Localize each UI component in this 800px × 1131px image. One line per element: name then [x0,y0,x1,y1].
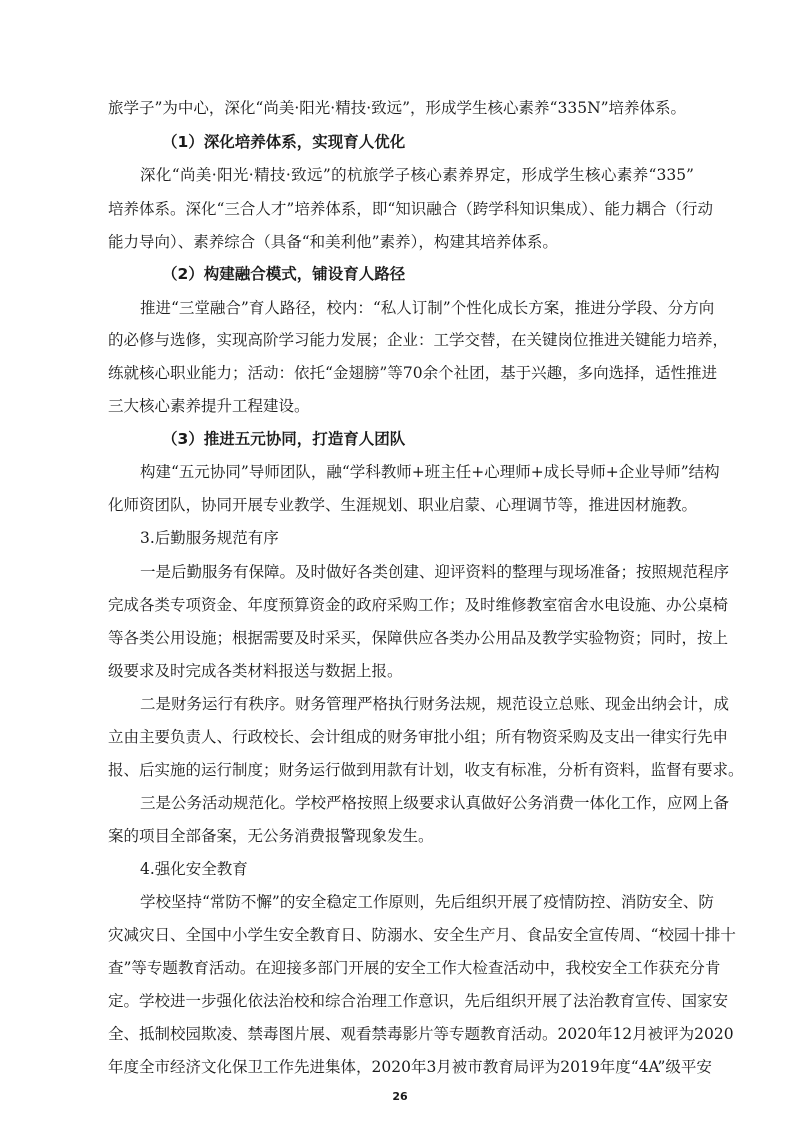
body-line: 构建“五元协同”导师团队，融“学科教师+班主任+心理师+成长导师+企业导师”结构 [140,463,720,481]
body-line: 练就核心职业能力；活动：依托“金翅膀”等70余个社团，基于兴趣，多向选择，适性推进 [108,364,718,382]
body-line: 三是公务活动规范化。学校严格按照上级要求认真做好公务消费一体化工作，应网上备 [140,794,730,812]
body-line: 的必修与选修，实现高阶学习能力发展；企业：工学交替，在关键岗位推进关键能力培养， [108,331,729,349]
body-line: 级要求及时完成各类材料报送与数据上报。 [108,662,403,680]
body-line: 案的项目全部备案，无公务消费报警现象发生。 [108,827,434,845]
body-line: 等各类公用设施；根据需要及时采买，保障供应各类办公用品及教学实验物资；同时，按上 [108,629,729,647]
body-line: 报、后实施的运行制度；财务运行做到用款有计划，收支有标准，分析有资料，监督有要求。 [108,761,744,779]
body-line: 灾减灾日、全国中小学生安全教育日、防溺水、安全生产月、食品安全宣传周、“校园十排十 [108,926,736,944]
body-line: 完成各类专项资金、年度预算资金的政府采购工作；及时维修教室宿舍水电设施、办公桌椅 [108,596,729,614]
subsection-heading: 3.后勤服务规范有序 [140,529,279,547]
body-line: 化师资团队，协同开展专业教学、生涯规划、职业启蒙、心理调节等，推进因材施教。 [108,496,698,514]
body-line: 学校坚持“常防不懈”的安全稳定工作原则，先后组织开展了疫情防控、消防安全、防 [140,893,714,911]
body-line: 推进“三堂融合”育人路径，校内：“私人订制”个性化成长方案，推进分学段、分方向 [140,299,715,317]
body-line: 一是后勤服务有保障。及时做好各类创建、迎评资料的整理与现场准备；按照规范程序 [140,563,730,581]
body-line: 旅学子”为中心，深化“尚美·阳光·精技·致远”，形成学生核心素养“335N”培养体系。 [108,99,687,117]
body-line: 年度全市经济文化保卫工作先进集体，2020年3月被市教育局评为2019年度“4A”级平安 [108,1058,712,1076]
body-line: 能力导向）、素养综合（具备“和美利他”素养），构建其培养体系。 [108,233,558,251]
body-line: 培养体系。深化“三合人才”培养体系，即“知识融合（跨学科知识集成）、能力耦合（行动 [108,200,714,218]
page-number: 26 [392,1090,408,1103]
body-line: 定。学校进一步强化依法治校和综合治理工作意识，先后组织开展了法治教育宣传、国家安 [108,992,729,1010]
body-line: 二是财务运行有秩序。财务管理严格执行财务法规，规范设立总账、现金出纳会计，成 [140,695,730,713]
body-line: 立由主要负责人、行政校长、会计组成的财务审批小组；所有物资采购及支出一律实行先申 [108,728,729,746]
body-line: 查”等专题教育活动。在迎接多部门开展的安全工作大检查活动中，我校安全工作获充分肯 [108,959,721,977]
subsection-heading: 4.强化安全教育 [140,860,248,878]
section-heading: （3）推进五元协同，打造育人团队 [162,430,406,448]
body-line: 深化“尚美·阳光·精技·致远”的杭旅学子核心素养界定，形成学生核心素养“335” [140,166,694,184]
section-heading: （2）构建融合模式，铺设育人路径 [162,265,406,283]
body-line: 全、抵制校园欺凌、禁毒图片展、观看禁毒影片等专题教育活动。2020年12月被评为2020 [108,1025,734,1043]
section-heading: （1）深化培养体系，实现育人优化 [162,133,406,151]
body-line: 三大核心素养提升工程建设。 [108,397,310,415]
